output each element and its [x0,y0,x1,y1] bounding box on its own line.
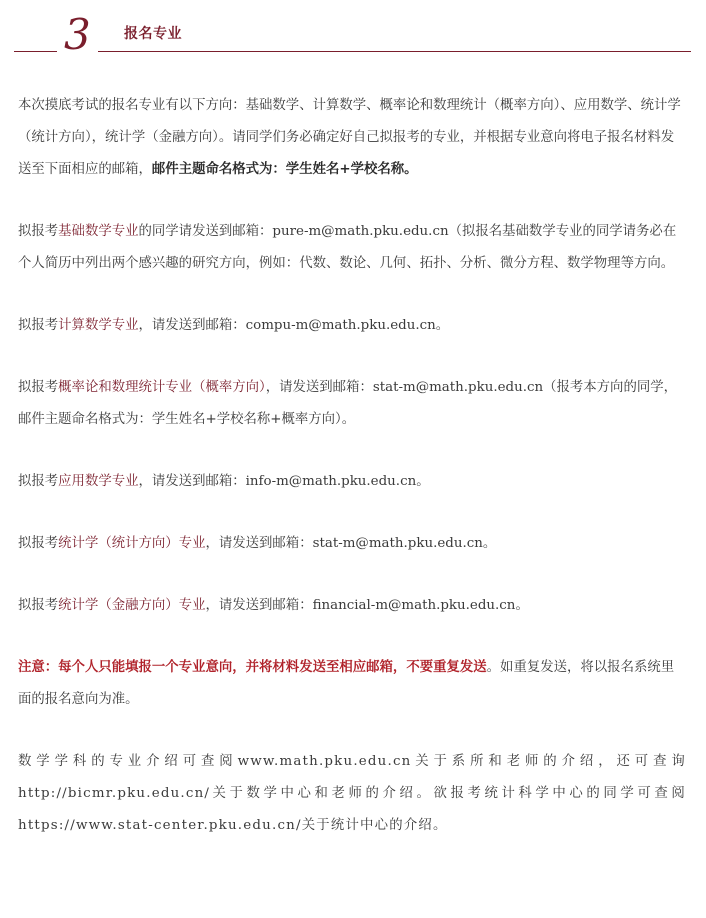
notice-label: 注意：每个人只能填报一个专业意向，并将材料发送至相应邮箱，不要重复发送 [18,660,487,675]
middle-text: ，请发送到邮箱： [138,318,246,333]
major-name: 基础数学专业 [58,224,139,239]
probability-paragraph [18,372,686,436]
applied-math-paragraph [18,466,686,498]
prefix-text: 拟报考 [18,224,59,239]
suffix-text: 。 [416,474,430,489]
prefix-text: 拟报考 [18,536,59,551]
suffix-text: （报考本方向的同学，邮件主题命名格式为：学生姓名+学校名称+概率方向）。 [18,380,678,427]
finance-paragraph [18,590,686,622]
prefix-text: 拟报考 [18,598,59,613]
middle-text: ，请发送到邮箱： [205,598,313,613]
section-title: 报名专业 [124,26,182,42]
email-address: info-m@math.pku.edu.cn [245,474,417,489]
pure-math-paragraph [18,216,686,280]
links-text-2: 关于系所和老师的介绍，还可查询 [411,754,686,769]
intro-text: 本次摸底考试的报名专业有以下方向：基础数学、计算数学、概率论和数理统计（概率方向）、应用数学、统计学（统计方向），统计学（金融方向）。请同学们务必确定好自己拟报考的专业，并根据专业意向将电子报名材料发送至下面相应的邮箱， [18,98,681,177]
article-body [18,90,686,872]
prefix-text: 拟报考 [18,380,59,395]
computational-math-paragraph [18,310,686,342]
major-name: 应用数学专业 [58,474,139,489]
math-website-link[interactable]: www.math.pku.edu.cn [237,754,412,769]
email-address: compu-m@math.pku.edu.cn [245,318,436,333]
stat-center-link[interactable]: https://www.stat-center.pku.edu.cn/ [18,818,302,833]
email-address: stat-m@math.pku.edu.cn [372,380,544,395]
intro-paragraph [18,90,686,186]
notice-rest: 。如重复发送，将以报名系统里面的报名意向为准。 [18,660,675,707]
suffix-text: 。 [482,536,497,551]
links-text-1: 数学学科的专业介绍可查阅 [18,754,238,769]
major-name: 概率论和数理统计专业（概率方向） [58,380,266,395]
suffix-text: 。 [515,598,529,613]
header-rule-left [14,51,57,52]
major-name: 统计学（统计方向）专业 [58,536,206,551]
header-rule-right [98,51,691,52]
suffix-text: 。 [435,318,450,333]
prefix-text: 拟报考 [18,318,59,333]
middle-text: ，请发送到邮箱： [205,536,313,551]
prefix-text: 拟报考 [18,474,59,489]
email-address: stat-m@math.pku.edu.cn [312,536,483,551]
links-text-4: 关于统计中心的介绍。 [301,818,448,833]
links-paragraph [18,746,686,842]
middle-text: ，请发送到邮箱： [138,474,246,489]
subject-format-note: 邮件主题命名格式为：学生姓名+学校名称。 [151,162,418,177]
middle-text: 的同学请发送到邮箱： [138,224,273,239]
bicmr-website-link[interactable]: http://bicmr.pku.edu.cn/ [18,786,211,801]
suffix-text: （拟报名基础数学专业的同学请务必在个人简历中列出两个感兴趣的研究方向，例如：代数、数论、几何、拓扑、分析、微分方程、数学物理等方向。 [18,224,677,271]
major-name: 计算数学专业 [58,318,139,333]
section-header [14,10,691,59]
statistics-paragraph [18,528,686,560]
email-address: financial-m@math.pku.edu.cn [312,598,516,613]
section-number: 3 [64,10,91,59]
middle-text: ，请发送到邮箱： [265,380,373,395]
major-name: 统计学（金融方向）专业 [58,598,206,613]
email-address: pure-m@math.pku.edu.cn [272,224,449,239]
links-text-3: 关于数学中心和老师的介绍。欲报考统计科学中心的同学可查阅 [210,786,686,801]
notice-paragraph [18,652,686,716]
